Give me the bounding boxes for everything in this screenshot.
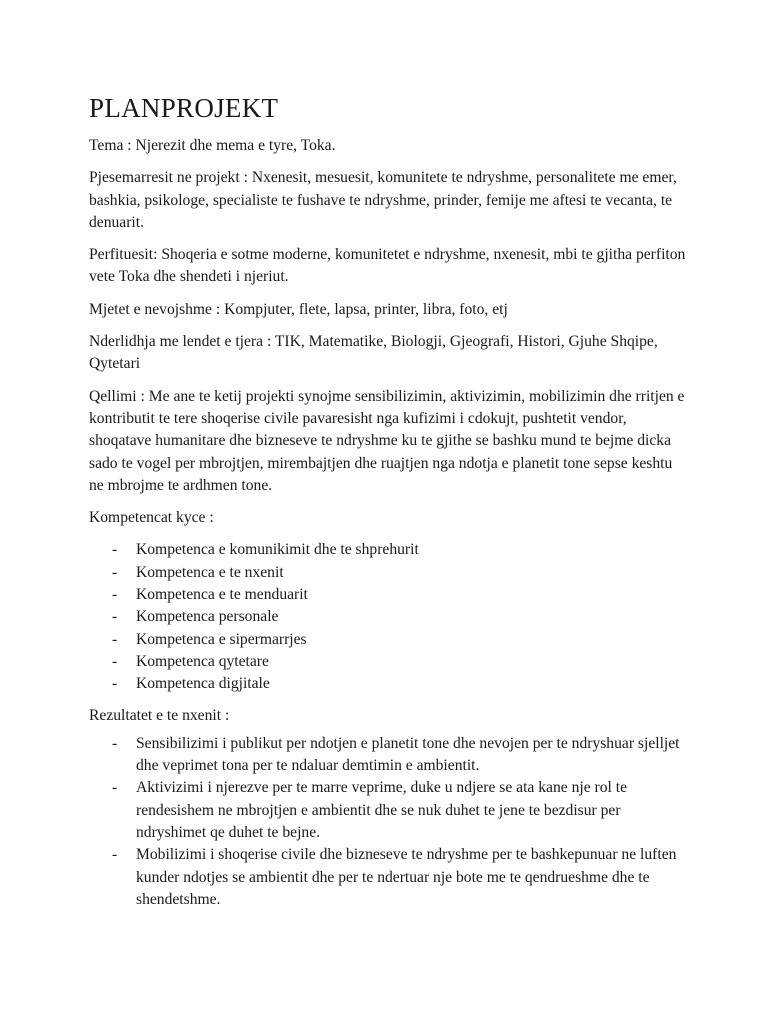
list-item-text: Kompetenca e te menduarit (136, 586, 308, 604)
bullet-dash: - (112, 652, 118, 670)
paragraph-nderlidhja: Nderlidhja me lendet e tjera : TIK, Matematike, Biologji, Gjeografi, Histori, Gjuhe Shqipe, Qytetari (89, 333, 658, 373)
list-item (89, 777, 689, 844)
list-item-text: Aktivizimi i njerezve per te marre veprime, duke u ndjere se ata kane nje rol te rendesishem ne mbrojtjen e ambientit dhe se nuk duhet te jene te bezdisur per ndryshimet qe duhet te bejne. (136, 779, 627, 842)
document-page (89, 92, 689, 921)
list-item (89, 673, 689, 695)
paragraph-tema: Tema : Njerezit dhe mema e tyre, Toka. (89, 137, 336, 154)
paragraph-perfituesit: Perfituesit: Shoqeria e sotme moderne, komunitetet e ndryshme, nxenesit, mbi te gjitha perfiton vete Toka dhe shendeti i njeriut. (89, 246, 686, 286)
results-list (89, 733, 689, 911)
list-item-text: Kompetenca personale (136, 608, 279, 626)
paragraph-pjesemarresit: Pjesemarresit ne projekt : Nxenesit, mesuesit, komunitete te ndryshme, personalitete me emer, bashkia, psikologe, specialiste te fushave te ndryshme, prinder, femije me aftesi te vecanta, te denuarit. (89, 169, 677, 231)
list-item (89, 539, 689, 561)
list-item (89, 606, 689, 628)
list-item (89, 584, 689, 606)
list-item-text: Kompetenca qytetare (136, 652, 269, 670)
list-item (89, 844, 689, 911)
bullet-dash: - (112, 675, 118, 693)
bullet-dash: - (112, 779, 118, 797)
list-item (89, 562, 689, 584)
list-item-text: Sensibilizimi i publikut per ndotjen e planetit tone dhe nevojen per te ndryshuar sjelljet dhe veprimet tona per te ndaluar demtimin e ambientit. (136, 734, 680, 775)
list-item-text: Kompetenca e sipermarrjes (136, 630, 307, 648)
list-item (89, 629, 689, 651)
list-item-text: Mobilizimi i shoqerise civile dhe bizneseve te ndryshme per te bashkepunuar ne luften kunder ndotjes se ambientit dhe per te ndertuar nje bote me te qendrueshme dhe te shendetshme. (136, 846, 677, 908)
list-item-text: Kompetenca e komunikimit dhe te shprehurit (136, 541, 419, 559)
list-item (89, 733, 689, 778)
list-item-text: Kompetenca e te nxenit (136, 563, 284, 581)
bullet-dash: - (112, 586, 118, 604)
bullet-dash: - (112, 608, 118, 626)
results-label: Rezultatet e te nxenit : (89, 706, 230, 724)
bullet-dash: - (112, 734, 118, 752)
paragraph-qellimi: Qellimi : Me ane te ketij projekti synojme sensibilizimin, aktivizimin, mobilizimin dhe rritjen e kontributit te tere shoqerise civile pavaresisht nga kufizimi i cdokujt, pushtetit vendor, shoqatave humanitare dhe bizneseve te ndryshme ku te gjithe se bashku mund te bejme dicka sado te vogel per mbrojtjen, mirembajtjen dhe ruajtjen nga ndotja e planetit tone sepse keshtu ne mbrojme te ardhmen tone. (89, 387, 685, 494)
bullet-dash: - (112, 541, 118, 559)
paragraph-mjetet: Mjetet e nevojshme : Kompjuter, flete, lapsa, printer, libra, foto, etj (89, 300, 508, 318)
bullet-dash: - (112, 846, 118, 864)
document-title: PLANPROJEKT (89, 93, 279, 123)
list-item (89, 651, 689, 673)
list-item-text: Kompetenca digjitale (136, 675, 270, 693)
bullet-dash: - (112, 630, 118, 648)
bullet-dash: - (112, 563, 118, 581)
competences-label: Kompetencat kyce : (89, 509, 214, 527)
competences-list (89, 539, 689, 695)
